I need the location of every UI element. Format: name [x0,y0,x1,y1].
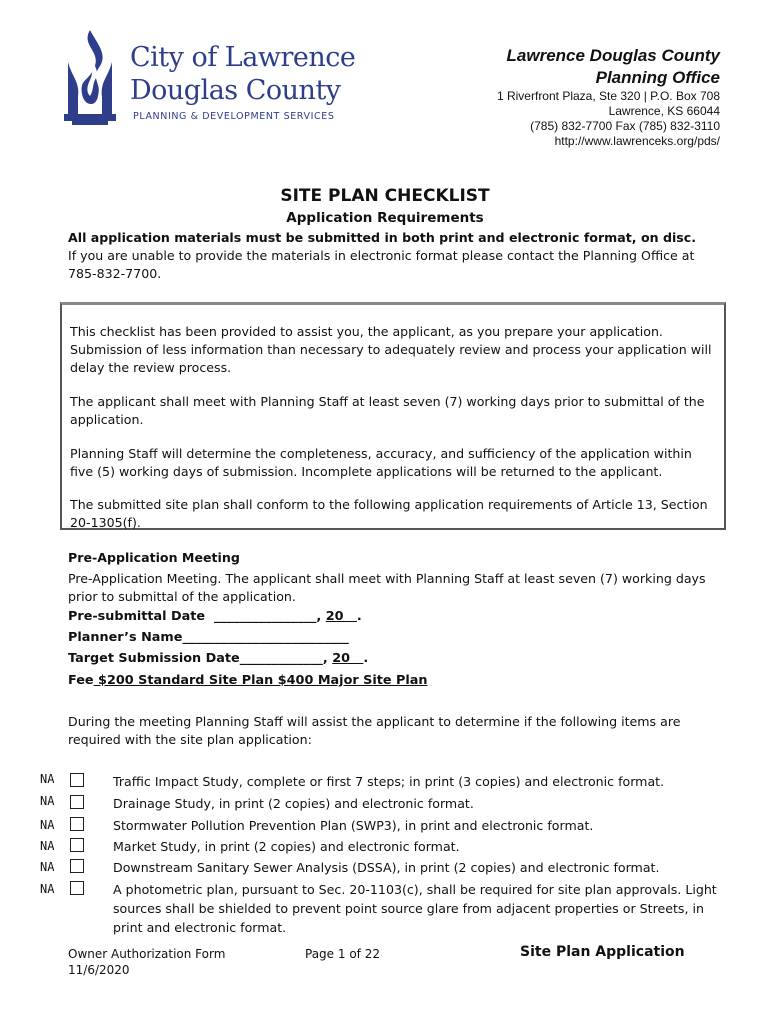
office-name-line1: Lawrence Douglas County [506,46,720,65]
office-name-line2: Planning Office [595,68,720,87]
pre-app-text: Pre-Application Meeting. The applicant shall meet with Planning Staff at least seven (7) working days prior to submittal of the application. [68,571,706,604]
office-address2: Lawrence, KS 66044 [608,104,720,118]
item-status: NA [40,772,55,786]
fee-value: $200 Standard Site Plan $400 Major Site Plan [93,673,428,688]
city-logo-flame-icon [50,22,130,132]
item-status: NA [40,882,55,896]
footer-form-name: Owner Authorization Form [68,947,226,961]
item-status: NA [40,794,55,808]
item-text: A photometric plan, pursuant to Sec. 20-1103(c), shall be required for site plan approvals. Light sources shall be shielded to prevent point source glare from adjacent properties or Streets, in print and electronic format. [113,882,717,935]
page-title: SITE PLAN CHECKLIST [280,186,490,206]
planner-name-field[interactable]: Planner’s Name__________________________ [68,630,349,645]
box-paragraph-1: This checklist has been provided to assist you, the applicant, as you prepare your application. Submission of less information than necessary to adequately review and process your application will delay the review process. [70,324,712,375]
logo-name-line2: Douglas County [130,75,341,106]
presubmittal-date-label: Pre-submittal Date [68,609,206,624]
item-checkbox[interactable] [70,773,84,787]
fee-field [68,673,428,688]
item-checkbox[interactable] [70,838,84,852]
item-checkbox[interactable] [70,817,84,831]
footer-date: 11/6/2020 [68,963,130,977]
footer-page-number: Page 1 of 22 [305,947,380,961]
item-checkbox[interactable] [70,859,84,873]
meeting-text: During the meeting Planning Staff will assist the applicant to determine if the following items are required with the site plan application: [68,714,681,747]
item-checkbox[interactable] [70,795,84,809]
planner-name-label: Planner’s Name [68,630,183,645]
item-text: Market Study, in print (2 copies) and electronic format. [113,839,460,854]
presubmittal-year: 20 [325,609,344,624]
fee-label: Fee [68,673,94,688]
item-text: Traffic Impact Study, complete or first 7 steps; in print (3 copies) and electronic format. [113,774,665,789]
target-date-label: Target Submission Date [68,651,240,666]
item-status: NA [40,839,55,853]
box-paragraph-3: Planning Staff will determine the completeness, accuracy, and sufficiency of the application within five (5) working days of submission. Incomplete applications will be returned to the applicant. [70,446,692,479]
box-paragraph-4: The submitted site plan shall conform to the following application requirements of Article 13, Section 20-1305(f). [70,497,708,530]
item-status: NA [40,860,55,874]
item-status: NA [40,818,55,832]
office-url[interactable]: http://www.lawrenceks.org/pds/ [554,134,720,148]
page-subtitle: Application Requirements [286,210,484,226]
office-phone: (785) 832-7700 Fax (785) 832-3110 [530,119,720,133]
item-text: Stormwater Pollution Prevention Plan (SWP3), in print and electronic format. [113,818,594,833]
intro-contact-text: If you are unable to provide the materials in electronic format please contact the Planning Office at 785-832-7700. [68,248,695,281]
footer-doc-title: Site Plan Application [520,944,685,960]
target-year: 20 [332,651,350,666]
box-paragraph-2: The applicant shall meet with Planning Staff at least seven (7) working days prior to submittal of the application. [70,394,705,427]
presubmittal-date-field[interactable]: Pre-submittal Date ________________, 20 . [68,609,362,624]
pre-app-heading: Pre-Application Meeting [68,550,240,565]
checklist-info-box [60,302,726,530]
intro-bold-notice: All application materials must be submitted in both print and electronic format, on disc. [68,230,697,245]
logo-department: PLANNING & DEVELOPMENT SERVICES [133,111,335,122]
item-checkbox[interactable] [70,881,84,895]
item-text: Drainage Study, in print (2 copies) and electronic format. [113,796,474,811]
target-submission-date-field[interactable]: Target Submission Date_____________, 20 . [68,651,369,666]
office-address1: 1 Riverfront Plaza, Ste 320 | P.O. Box 708 [496,89,720,103]
logo-name-line1: City of Lawrence [130,42,356,73]
item-text: Downstream Sanitary Sewer Analysis (DSSA), in print (2 copies) and electronic format. [113,860,660,875]
